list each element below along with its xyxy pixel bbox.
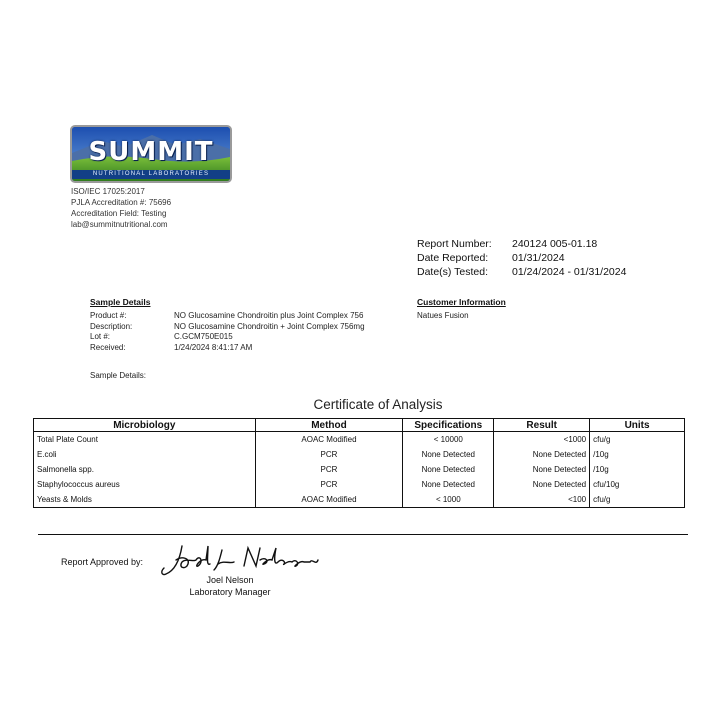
signature-text: Joel L Nelson xyxy=(160,540,167,541)
test-name: Staphylococcus aureus xyxy=(34,477,256,492)
test-method: AOAC Modified xyxy=(255,432,403,448)
test-units: /10g xyxy=(590,447,685,462)
test-specification: None Detected xyxy=(403,447,494,462)
logo-wordmark: SUMMIT xyxy=(88,137,214,167)
dates-tested-label: Date(s) Tested: xyxy=(417,266,489,278)
test-method: PCR xyxy=(255,477,403,492)
sample-details-label: Sample Details: xyxy=(90,371,147,380)
test-specification: None Detected xyxy=(403,462,494,477)
date-reported-label: Date Reported: xyxy=(417,252,489,264)
header-units: Units xyxy=(590,419,685,432)
lab-email[interactable]: lab@summitnutritional.com xyxy=(71,220,168,229)
test-name: Total Plate Count xyxy=(34,432,256,448)
lot-label: Lot #: xyxy=(90,332,111,341)
sample-details xyxy=(90,311,365,353)
table-row xyxy=(34,477,685,492)
accreditation-field: Accreditation Field: Testing xyxy=(71,209,167,218)
lab-info xyxy=(71,186,171,230)
description-value: NO Glucosamine Chondroitin + Joint Complex 756mg xyxy=(174,321,365,331)
summit-logo xyxy=(70,125,232,183)
table-row xyxy=(34,432,685,448)
received-label: Received: xyxy=(90,342,126,352)
test-name: Salmonella spp. xyxy=(34,462,256,477)
header-method: Method xyxy=(255,419,403,432)
test-specification: < 1000 xyxy=(403,492,494,508)
analysis-table xyxy=(33,418,685,508)
product-label: Product #: xyxy=(90,311,127,320)
table-header-row xyxy=(34,419,685,432)
test-result: None Detected xyxy=(494,447,590,462)
certificate-title: Certificate of Analysis xyxy=(313,397,443,412)
date-reported: 01/31/2024 xyxy=(512,252,565,264)
received-value: 1/24/2024 8:41:17 AM xyxy=(174,342,253,352)
test-units: cfu/10g xyxy=(590,477,685,492)
report-approved-label: Report Approved by: xyxy=(61,557,144,567)
test-units: cfu/g xyxy=(590,432,685,448)
report-number: 240124 005-01.18 xyxy=(512,238,598,250)
description-label: Description: xyxy=(90,321,133,331)
customer-info-heading: Customer Information xyxy=(417,297,506,307)
test-specification: < 10000 xyxy=(403,432,494,448)
header-result: Result xyxy=(494,419,590,432)
test-units: cfu/g xyxy=(590,492,685,508)
test-method: PCR xyxy=(255,447,403,462)
pjla-accreditation: PJLA Accreditation #: 75696 xyxy=(71,198,172,207)
customer-name: Natues Fusion xyxy=(417,311,469,320)
header-microbiology: Microbiology xyxy=(34,419,256,432)
table-row xyxy=(34,462,685,477)
test-name: Yeasts & Molds xyxy=(34,492,256,508)
product-value: NO Glucosamine Chondroitin plus Joint Complex 756 xyxy=(174,311,364,320)
table-row xyxy=(34,492,685,508)
test-result: <1000 xyxy=(494,432,590,448)
lot-value: C.GCM750E015 xyxy=(174,332,233,341)
test-result: None Detected xyxy=(494,477,590,492)
signer xyxy=(170,574,290,598)
sample-details-heading: Sample Details xyxy=(90,297,151,307)
test-name: E.coli xyxy=(34,447,256,462)
test-units: /10g xyxy=(590,462,685,477)
test-method: AOAC Modified xyxy=(255,492,403,508)
header-specifications: Specifications xyxy=(403,419,494,432)
test-method: PCR xyxy=(255,462,403,477)
table-row xyxy=(34,447,685,462)
report-info xyxy=(417,237,626,279)
test-result: None Detected xyxy=(494,462,590,477)
test-result: <100 xyxy=(494,492,590,508)
test-specification: None Detected xyxy=(403,477,494,492)
logo-tagline: NUTRITIONAL LABORATORIES xyxy=(72,170,230,179)
iso-standard: ISO/IEC 17025:2017 xyxy=(71,187,145,196)
signer-title: Laboratory Manager xyxy=(189,587,271,597)
divider-line xyxy=(38,534,688,535)
dates-tested: 01/24/2024 - 01/31/2024 xyxy=(512,266,627,278)
signer-name: Joel Nelson xyxy=(206,575,254,585)
report-number-label: Report Number: xyxy=(417,238,492,250)
